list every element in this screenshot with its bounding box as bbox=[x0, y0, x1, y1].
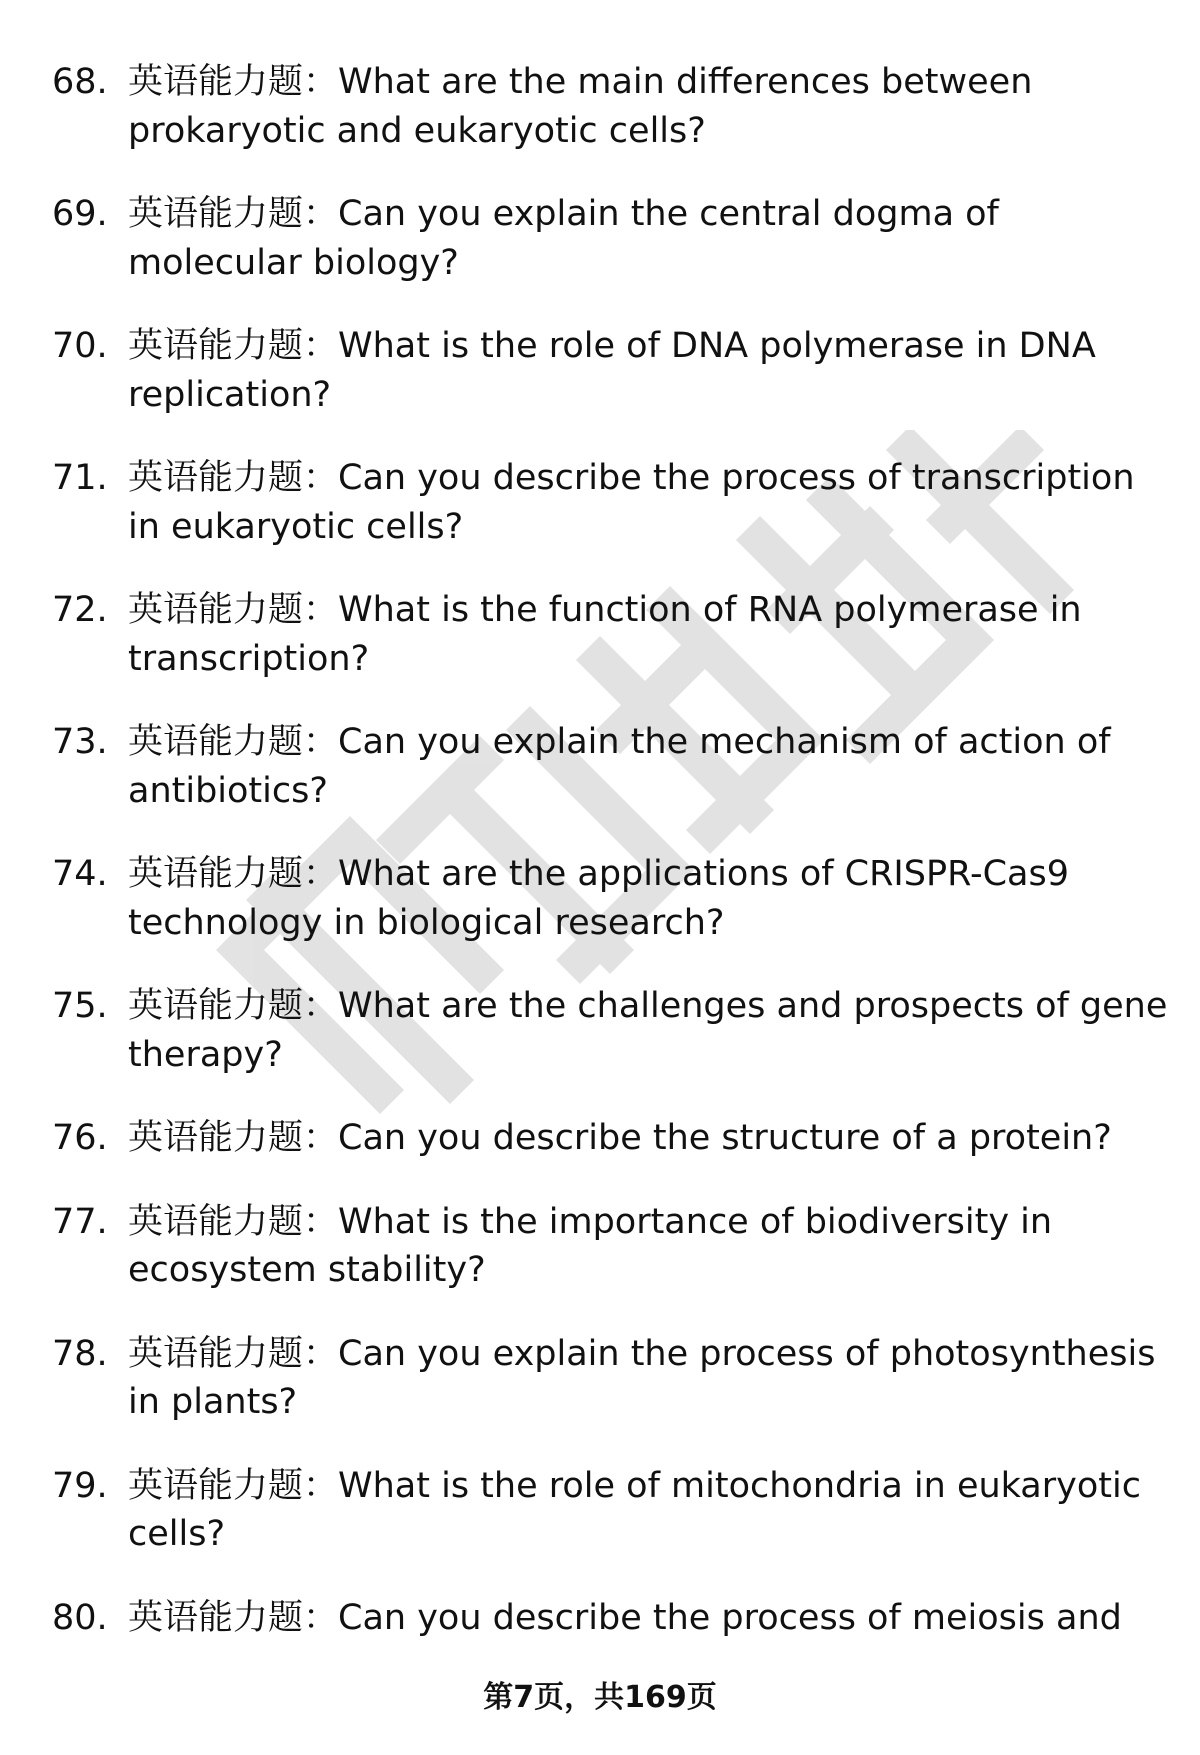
question-body bbox=[128, 1114, 1172, 1163]
question-number: 69. bbox=[52, 194, 108, 234]
question-text: Can you describe the process of transcription in eukaryotic cells? bbox=[128, 458, 1135, 547]
question-text: What is the role of DNA polymerase in DNA replication? bbox=[128, 326, 1096, 415]
question-category: 英语能力题： bbox=[128, 1597, 339, 1638]
question-category: 英语能力题： bbox=[128, 62, 339, 102]
question-body bbox=[128, 322, 1172, 419]
question-text: What is the role of mitochondria in eukaryotic cells? bbox=[128, 1465, 1141, 1554]
question-item bbox=[52, 322, 1172, 419]
question-text: Can you explain the process of photosynthesis in plants? bbox=[128, 1333, 1156, 1422]
question-category: 英语能力题： bbox=[128, 194, 339, 234]
question-text: What are the applications of CRISPR-Cas9 technology in biological research? bbox=[128, 854, 1069, 943]
question-body bbox=[128, 1330, 1172, 1427]
question-item bbox=[52, 586, 1172, 683]
question-category: 英语能力题： bbox=[128, 722, 339, 762]
question-body bbox=[128, 850, 1172, 947]
question-text: Can you describe the process of meiosis and bbox=[338, 1597, 1122, 1638]
question-body bbox=[128, 982, 1172, 1079]
question-item bbox=[52, 1594, 1172, 1643]
question-number: 78. bbox=[52, 1333, 108, 1374]
question-item bbox=[52, 1330, 1172, 1427]
question-body bbox=[128, 190, 1172, 287]
question-number: 68. bbox=[52, 62, 108, 102]
question-item bbox=[52, 850, 1172, 947]
question-number: 76. bbox=[52, 1118, 108, 1158]
question-text: What is the importance of biodiversity in ecosystem stability? bbox=[128, 1201, 1053, 1290]
question-category: 英语能力题： bbox=[128, 854, 339, 894]
question-category: 英语能力题： bbox=[128, 1201, 339, 1242]
question-body bbox=[128, 1462, 1172, 1559]
question-item bbox=[52, 1462, 1172, 1559]
question-item bbox=[52, 718, 1172, 815]
question-category: 英语能力题： bbox=[128, 590, 339, 630]
question-category: 英语能力题： bbox=[128, 1333, 339, 1374]
question-body bbox=[128, 1594, 1172, 1643]
question-text: What is the function of RNA polymerase in transcription? bbox=[128, 590, 1082, 679]
question-category: 英语能力题： bbox=[128, 1465, 339, 1506]
question-text: Can you explain the central dogma of molecular biology? bbox=[128, 194, 999, 283]
question-number: 71. bbox=[52, 458, 108, 498]
question-body bbox=[128, 718, 1172, 815]
question-category: 英语能力题： bbox=[128, 1118, 339, 1158]
question-item bbox=[52, 454, 1172, 551]
question-item bbox=[52, 58, 1172, 155]
question-category: 英语能力题： bbox=[128, 326, 339, 366]
question-item bbox=[52, 982, 1172, 1079]
question-text: Can you explain the mechanism of action of antibiotics? bbox=[128, 722, 1111, 811]
question-number: 74. bbox=[52, 854, 108, 894]
question-number: 75. bbox=[52, 986, 108, 1026]
page-footer: 第7页，共169页 bbox=[483, 1680, 717, 1715]
question-text: What are the challenges and prospects of gene therapy? bbox=[128, 986, 1168, 1075]
question-number: 73. bbox=[52, 722, 108, 762]
question-item bbox=[52, 1198, 1172, 1295]
question-item bbox=[52, 1114, 1172, 1163]
question-body bbox=[128, 586, 1172, 683]
question-number: 72. bbox=[52, 590, 108, 630]
question-text: Can you describe the structure of a protein? bbox=[338, 1118, 1112, 1158]
question-body bbox=[128, 58, 1172, 155]
question-body bbox=[128, 454, 1172, 551]
question-category: 英语能力题： bbox=[128, 986, 339, 1026]
question-list bbox=[52, 58, 1172, 1642]
question-text: What are the main differences between prokaryotic and eukaryotic cells? bbox=[128, 62, 1033, 151]
question-number: 79. bbox=[52, 1465, 108, 1506]
question-category: 英语能力题： bbox=[128, 458, 339, 498]
question-number: 80. bbox=[52, 1597, 108, 1638]
question-body bbox=[128, 1198, 1172, 1295]
question-number: 70. bbox=[52, 326, 108, 366]
question-item bbox=[52, 190, 1172, 287]
question-number: 77. bbox=[52, 1201, 108, 1242]
